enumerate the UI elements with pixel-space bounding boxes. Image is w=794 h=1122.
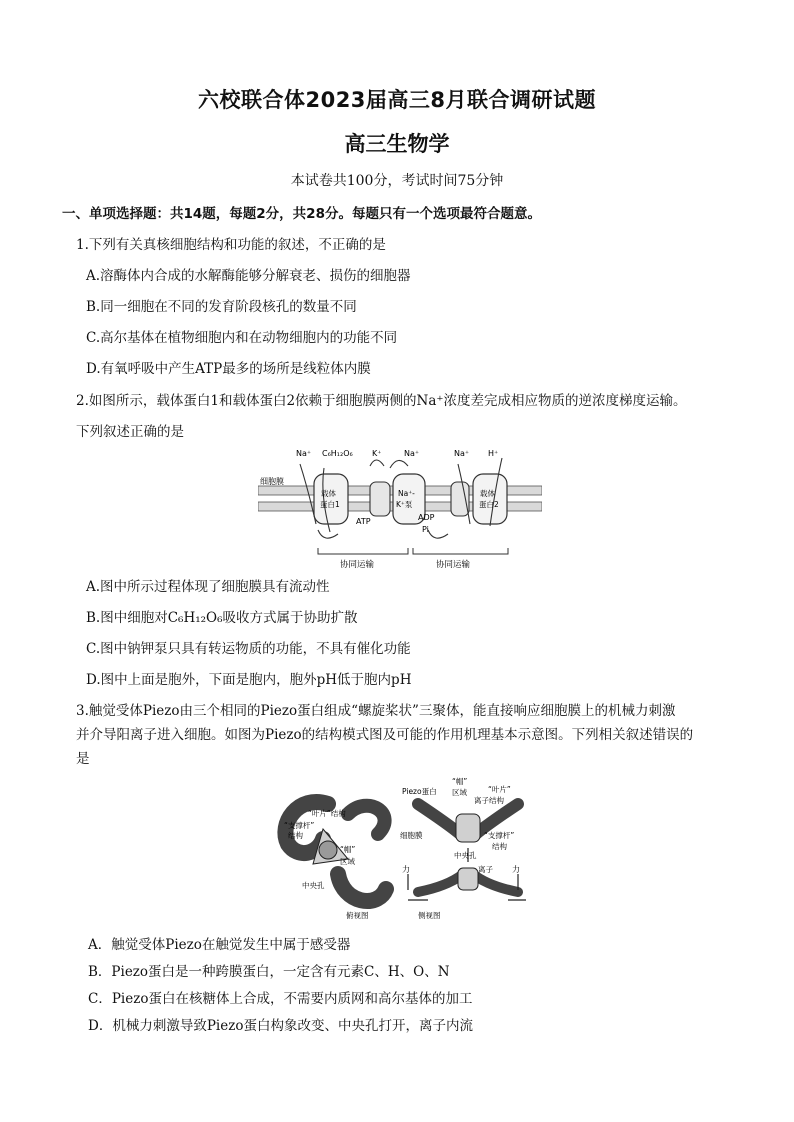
question-2-option-b: B.图中细胞对C₆H₁₂O₆吸收方式属于协助扩散 — [86, 610, 358, 626]
question-3-option-a: A．触觉受体Piezo在触觉发生中属于感受器 — [88, 937, 351, 953]
question-1-option-b: B.同一细胞在不同的发育阶段核孔的数量不同 — [86, 299, 357, 315]
exam-subtitle: 高三生物学 — [344, 132, 450, 156]
question-1-option-c: C.高尔基体在植物细胞内和在动物细胞内的功能不同 — [86, 330, 398, 346]
question-1-stem: 1.下列有关真核细胞结构和功能的叙述，不正确的是 — [76, 237, 386, 253]
question-2-option-c: C.图中钠钾泵只具有转运物质的功能，不具有催化功能 — [86, 641, 411, 657]
label-pi: Pi — [422, 525, 429, 534]
label-leaf2-b: 离子结构 — [474, 796, 504, 805]
label-top-view: 俯视图 — [346, 911, 369, 920]
label-leaf2-a: “叶片” — [488, 785, 511, 794]
question-3-stem-line-1: 3.触觉受体Piezo由三个相同的Piezo蛋白组成“螺旋桨状”三聚体，能直接响应细胞膜上的机械力刺激 — [76, 703, 676, 719]
label-pump-b: K⁺泵 — [396, 500, 413, 509]
question-2-option-a: A.图中所示过程体现了细胞膜具有流动性 — [86, 579, 330, 595]
label-na3: Na⁺ — [454, 449, 470, 458]
question-2-stem-line-1: 2.如图所示，载体蛋白1和载体蛋白2依赖于细胞膜两侧的Na⁺浓度差完成相应物质的逆浓度梯度运输。 — [76, 393, 687, 409]
label-membrane2: 细胞膜 — [400, 831, 423, 840]
label-adp: ADP — [418, 513, 435, 522]
label-na2: Na⁺ — [404, 449, 420, 458]
label-glucose: C₆H₁₂O₆ — [322, 449, 353, 458]
label-cap2-b: 区域 — [452, 788, 467, 797]
membrane-transport-figure — [258, 444, 542, 572]
label-co-transport-2: 协同运输 — [436, 560, 471, 570]
label-support2-b: 结构 — [492, 842, 507, 851]
label-atp: ATP — [356, 517, 371, 526]
question-3-option-c: C．Piezo蛋白在核糖体上合成，不需要内质网和高尔基体的加工 — [88, 991, 473, 1007]
label-membrane: 细胞膜 — [260, 477, 284, 486]
question-3-option-d: D．机械力刺激导致Piezo蛋白构象改变、中央孔打开，离子内流 — [88, 1018, 473, 1034]
label-support-b: 结构 — [288, 831, 303, 840]
label-support2-a: “支撑杆” — [484, 831, 515, 840]
channel-protein-2 — [451, 482, 469, 516]
label-force-left: 力 — [402, 865, 410, 874]
question-3-stem-line-3: 是 — [76, 751, 90, 767]
label-na1: Na⁺ — [296, 449, 312, 458]
question-3-option-b: B．Piezo蛋白是一种跨膜蛋白，一定含有元素C、H、O、N — [88, 964, 450, 980]
exam-info: 本试卷共100分，考试时间75分钟 — [290, 173, 504, 189]
label-force-right: 力 — [512, 865, 520, 874]
carrier-protein-1 — [314, 474, 348, 524]
label-cap-a: “帽” — [340, 845, 356, 854]
label-carrier1-a: 载体 — [321, 489, 336, 498]
question-2-stem-line-2: 下列叙述正确的是 — [76, 424, 184, 440]
label-carrier1-b: 蛋白1 — [320, 500, 340, 509]
label-h: H⁺ — [488, 449, 499, 458]
label-pore-top: 中央孔 — [302, 881, 325, 890]
label-cap2-a: “帽” — [452, 777, 468, 786]
channel-protein — [370, 482, 390, 516]
label-support-a: “支撑杆” — [284, 821, 315, 830]
section-heading: 一、单项选择题：共14题，每题2分，共28分。每题只有一个选项最符合题意。 — [62, 206, 541, 222]
co-transport-bracket-2 — [413, 548, 508, 554]
piezo-structure-figure — [268, 774, 530, 922]
label-leaf-top: “叶片”结构 — [308, 809, 346, 818]
label-k: K⁺ — [372, 449, 382, 458]
label-pump-a: Na⁺- — [398, 489, 415, 498]
label-pore2: 中央孔 — [454, 851, 477, 860]
label-carrier2-a: 载体 — [480, 489, 495, 498]
co-transport-bracket-1 — [318, 548, 408, 554]
label-cap-b: 区域 — [340, 857, 355, 866]
exam-title: 六校联合体2023届高三8月联合调研试题 — [197, 88, 597, 112]
carrier-protein-2 — [473, 474, 507, 524]
question-1-option-d: D.有氧呼吸中产生ATP最多的场所是线粒体内膜 — [86, 361, 371, 377]
question-3-stem-line-2: 并介导阳离子进入细胞。如图为Piezo的结构模式图及可能的作用机理基本示意图。下列相关叙述错误的 — [76, 727, 694, 743]
label-piezo: Piezo蛋白 — [402, 787, 437, 796]
question-1-option-a: A.溶酶体内合成的水解酶能够分解衰老、损伤的细胞器 — [86, 268, 411, 284]
label-co-transport-1: 协同运输 — [340, 560, 375, 570]
label-ion: 离子 — [478, 865, 493, 874]
question-2-option-d: D.图中上面是胞外，下面是胞内，胞外pH低于胞内pH — [86, 672, 412, 688]
label-carrier2-b: 蛋白2 — [479, 500, 499, 509]
label-side-view: 侧视图 — [418, 911, 441, 920]
